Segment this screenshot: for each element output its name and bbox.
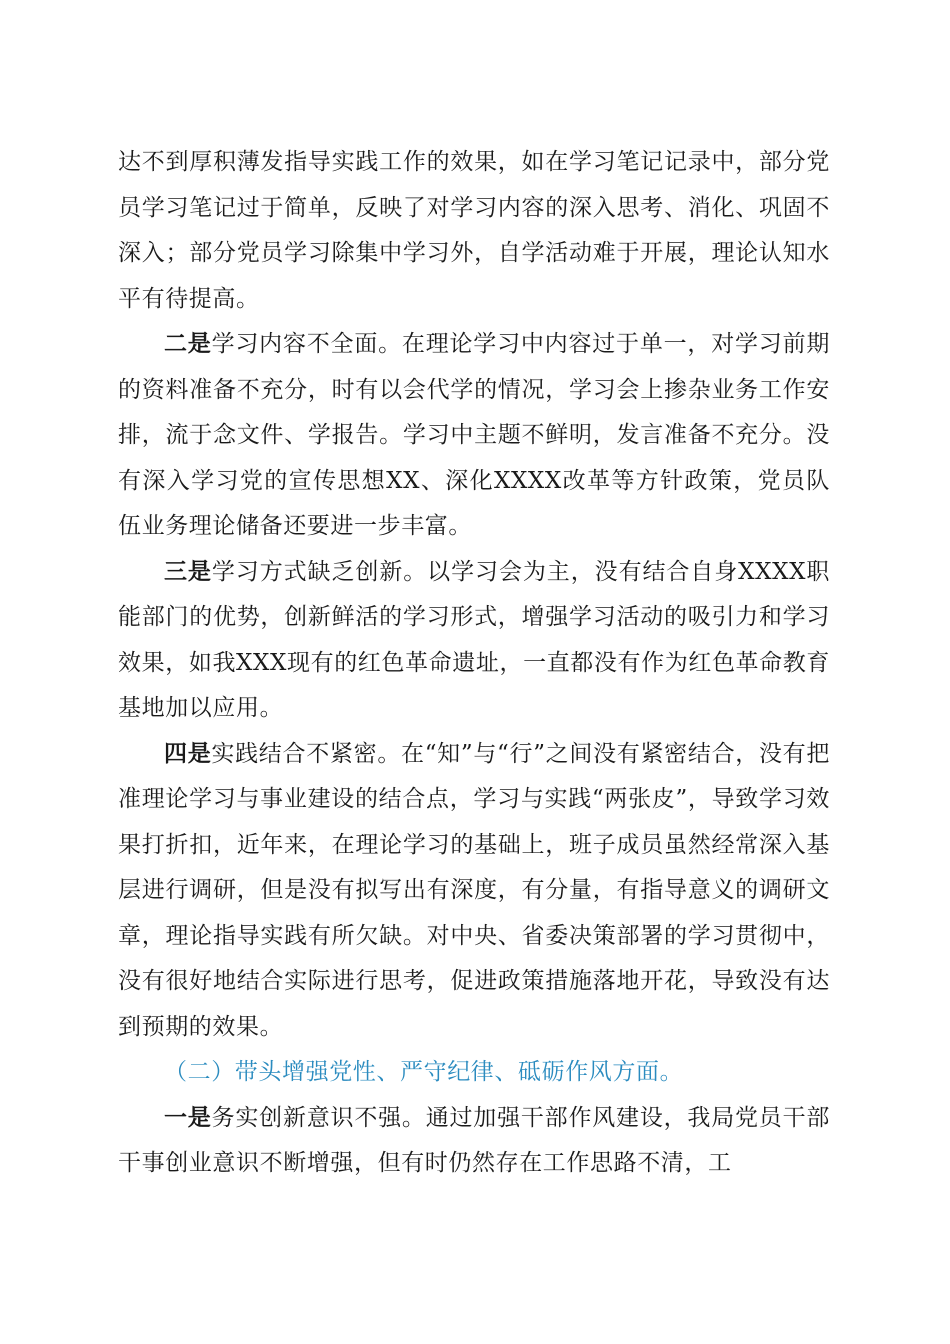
paragraph-lead: 三是 bbox=[164, 558, 212, 585]
paragraph-text: 达不到厚积薄发指导实践工作的效果，如在学习笔记记录中，部分党员学习笔记过于简单，反映了对学习内容的深入思考、消化、巩固不深入；部分党员学习除集中学习外，自学活动难于开展，理论认知水平有待提高。 bbox=[118, 149, 830, 312]
paragraph-lead: 一是 bbox=[164, 1104, 212, 1131]
paragraph-item-four bbox=[118, 732, 830, 1051]
paragraph-continuation bbox=[118, 140, 830, 322]
paragraph-lead: 四是 bbox=[164, 740, 212, 767]
paragraph-text: 学习方式缺乏创新。以学习会为主，没有结合自身XXXX职能部门的优势，创新鲜活的学习形式，增强学习活动的吸引力和学习效果，如我XXX现有的红色革命遗址，一直都没有作为红色革命教育基地加以应用。 bbox=[118, 558, 831, 721]
paragraph-text: 实践结合不紧密。在“知”与“行”之间没有紧密结合，没有把准理论学习与事业建设的结合点，学习与实践“两张皮”，导致学习效果打折扣，近年来，在理论学习的基础上，班子成员虽然经常深入基层进行调研，但是没有拟写出有深度，有分量，有指导意义的调研文章，理论指导实践有所欠缺。对中央、省委决策部署的学习贯彻中，没有很好地结合实际进行思考，促进政策措施落地开花，导致没有达到预期的效果。 bbox=[118, 740, 830, 1040]
section-heading: （二）带头增强党性、严守纪律、砥砺作风方面。 bbox=[164, 1059, 684, 1085]
paragraph-item-two bbox=[118, 322, 830, 550]
paragraph-lead: 二是 bbox=[164, 331, 212, 357]
paragraph-text: 务实创新意识不强。通过加强干部作风建设，我局党员干部干事创业意识不断增强，但有时仍然存在工作思路不清，工 bbox=[118, 1104, 830, 1176]
paragraph-text: 学习内容不全面。在理论学习中内容过于单一，对学习前期的资料准备不充分，时有以会代学的情况，学习会上掺杂业务工作安排，流于念文件、学报告。学习中主题不鲜明，发言准备不充分。没有深入学习党的宣传思想XX、深化XXXX改革等方针政策，党员队伍业务理论储备还要进一步丰富。 bbox=[118, 331, 830, 539]
document-body bbox=[118, 140, 830, 1187]
paragraph-item-one bbox=[118, 1096, 830, 1187]
paragraph-item-three bbox=[118, 550, 830, 732]
